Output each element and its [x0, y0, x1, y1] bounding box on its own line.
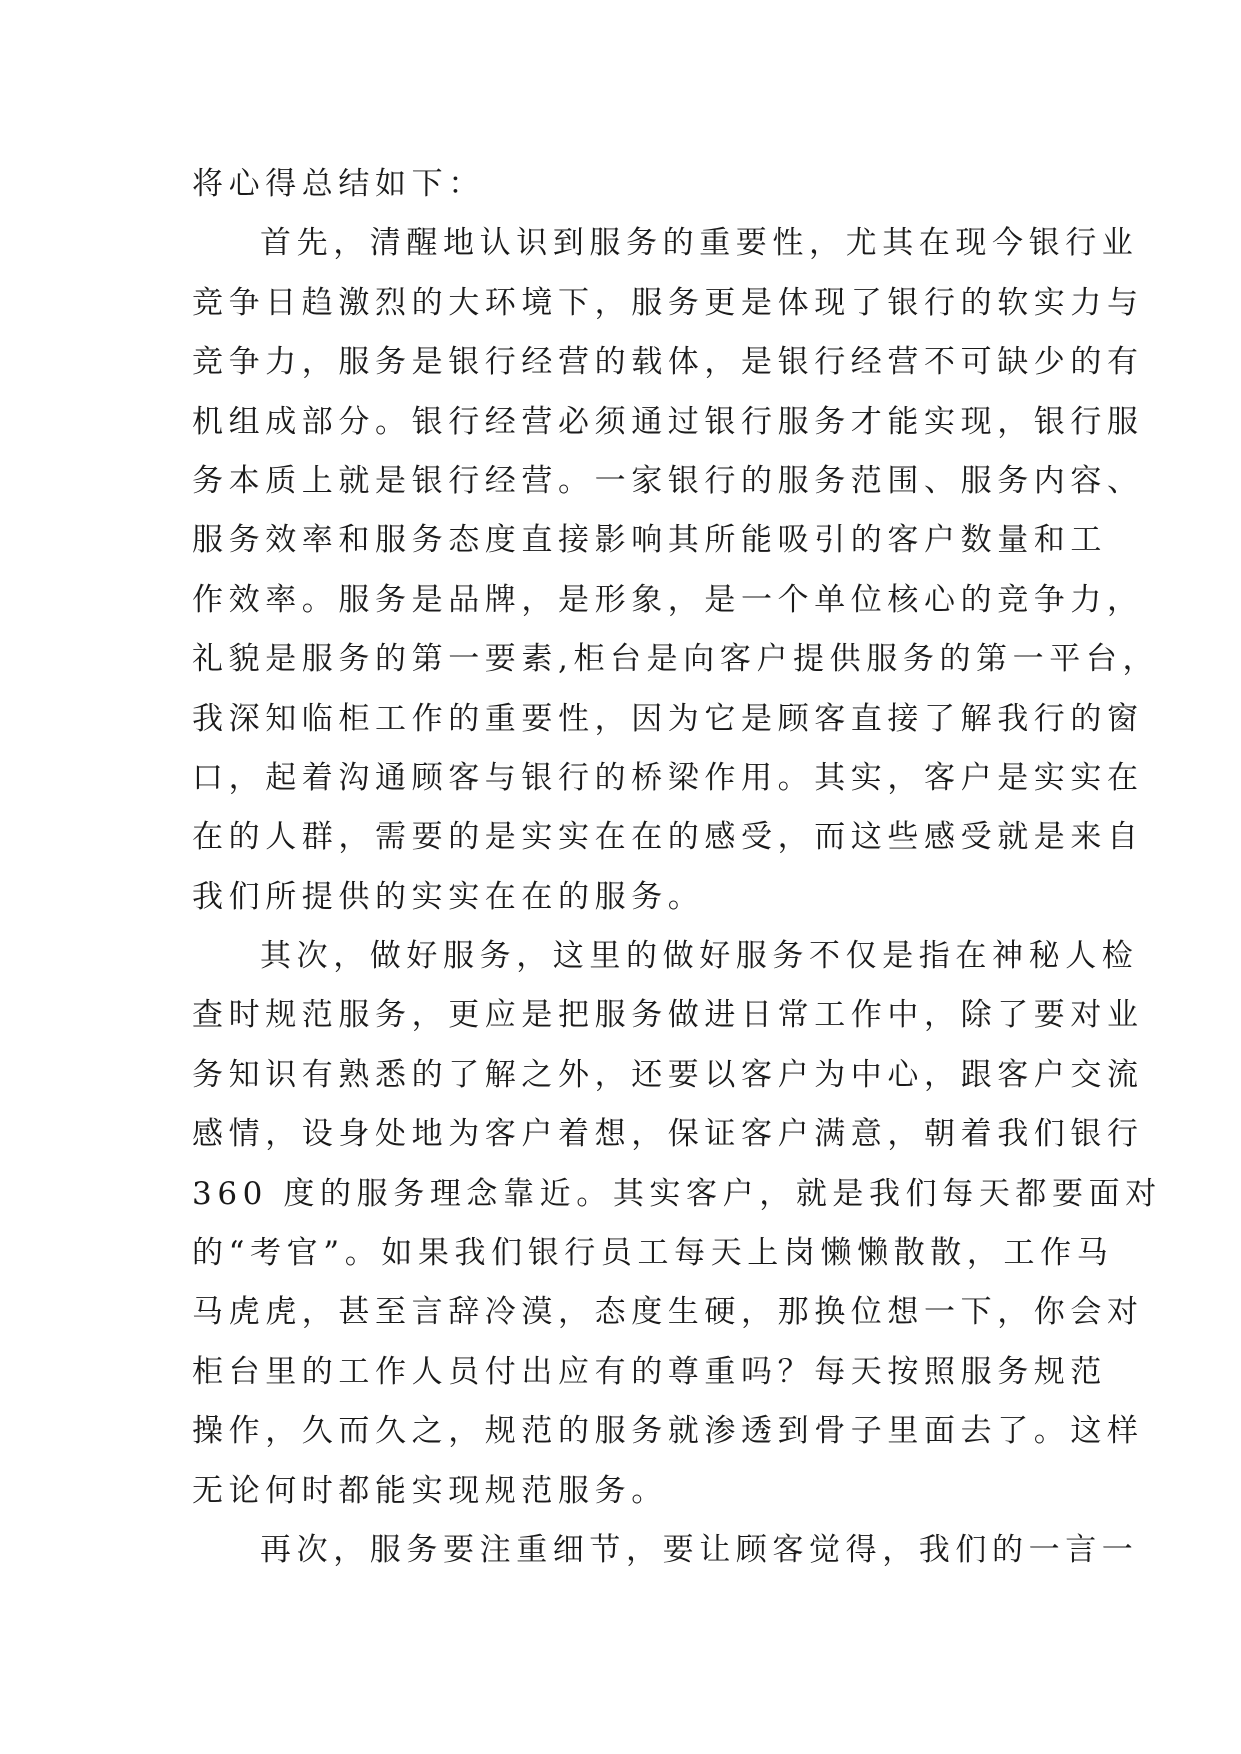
text-line: 无论何时都能实现规范服务。 [192, 1472, 668, 1509]
text-line: 感情，设身处地为客户着想，保证客户满意，朝着我们银行 [192, 1116, 1144, 1153]
text-line: 操作，久而久之，规范的服务就渗透到骨子里面去了。这样 [192, 1413, 1144, 1450]
text-line: 竞争日趋激烈的大环境下，服务更是体现了银行的软实力与 [192, 284, 1144, 321]
text-line: 口，起着沟通顾客与银行的桥梁作用。其实，客户是实实在 [192, 759, 1144, 796]
text-line: 的“考官”。如果我们银行员工每天上岗懒懒散散，工作马 [192, 1235, 1114, 1272]
text-line: 将心得总结如下： [192, 166, 485, 202]
text-line: 马虎虎，甚至言辞冷漠，态度生硬，那换位想一下，你会对 [192, 1294, 1144, 1331]
text-line: 服务效率和服务态度直接影响其所能吸引的客户数量和工 [192, 522, 1107, 559]
text-line: 礼貌是服务的第一要素,柜台是向客户提供服务的第一平台， [192, 641, 1160, 678]
text-line: 查时规范服务，更应是把服务做进日常工作中，除了要对业 [192, 997, 1144, 1034]
paragraph-first-line: 首先，清醒地认识到服务的重要性，尤其在现今银行业 [260, 225, 1139, 262]
text-line: 360 度的服务理念靠近。其实客户，就是我们每天都要面对 [192, 1175, 1162, 1212]
paragraph-first-line: 其次，做好服务，这里的做好服务不仅是指在神秘人检 [260, 938, 1139, 975]
text-line: 机组成部分。银行经营必须通过银行服务才能实现，银行服 [192, 403, 1144, 440]
text-line: 务知识有熟悉的了解之外，还要以客户为中心，跟客户交流 [192, 1056, 1144, 1093]
text-line: 我深知临柜工作的重要性，因为它是顾客直接了解我行的窗 [192, 700, 1144, 737]
text-line: 在的人群，需要的是实实在在的感受，而这些感受就是来自 [192, 819, 1144, 856]
text-line: 柜台里的工作人员付出应有的尊重吗？每天按照服务规范 [192, 1353, 1107, 1390]
text-line: 竞争力，服务是银行经营的载体，是银行经营不可缺少的有 [192, 344, 1144, 381]
document-body [192, 155, 1162, 1580]
text-line: 务本质上就是银行经营。一家银行的服务范围、服务内容、 [192, 462, 1144, 499]
text-line: 我们所提供的实实在在的服务。 [192, 878, 705, 915]
paragraph-first-line: 再次，服务要注重细节，要让顾客觉得，我们的一言一 [260, 1531, 1139, 1568]
text-line: 作效率。服务是品牌，是形象，是一个单位核心的竞争力， [192, 581, 1144, 618]
